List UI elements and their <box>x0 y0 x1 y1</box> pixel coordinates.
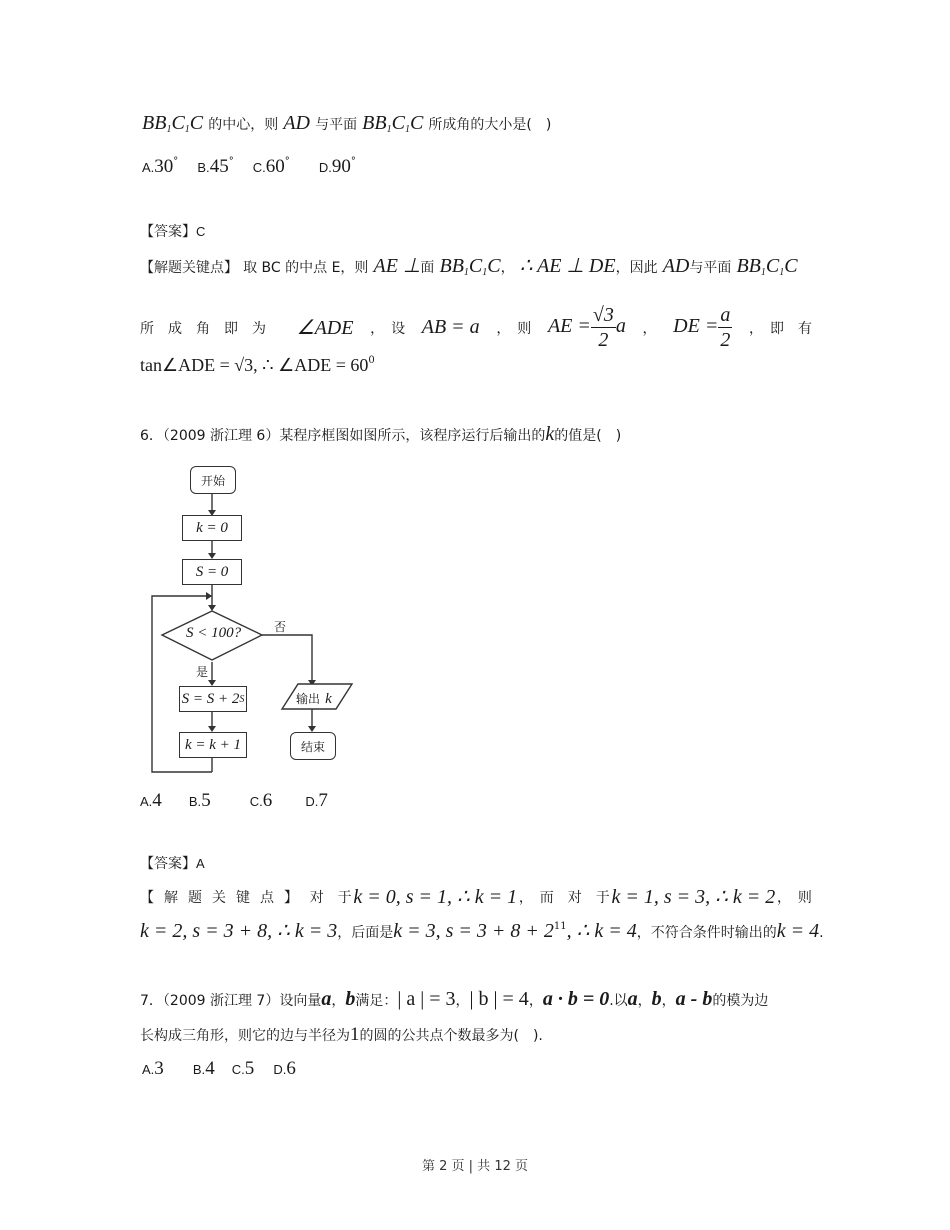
math: AD <box>662 255 690 277</box>
init-s-box: S = 0 <box>182 559 242 585</box>
start-node: 开始 <box>190 466 236 494</box>
math: ∴ AE ⊥ DE <box>519 255 616 277</box>
q5-key-line3 <box>140 305 812 350</box>
math: a · b = 0 <box>542 988 610 1010</box>
q5-answer <box>140 221 205 241</box>
text: 的圆的公共点个数最多为( ). <box>359 1028 543 1044</box>
option-d: D.90° <box>318 156 356 177</box>
q6-title <box>140 423 621 446</box>
key-label: 【解题关键点】 <box>140 260 238 276</box>
q5-line1 <box>142 112 551 135</box>
key-label: 【解题关键点】 <box>140 889 308 906</box>
math: k = 1, s = 3, ∴ k = 2 <box>611 886 776 908</box>
q5-options <box>142 156 356 178</box>
text: ， 则 <box>776 889 812 906</box>
text: ，不符合条件时输出的 <box>636 925 777 941</box>
text: 对 于 <box>309 889 352 906</box>
option-c: C.60° <box>252 156 290 177</box>
plane-bb1c1c: $BB_1C_1C$ <box>142 112 204 135</box>
q6-key-line1 <box>140 884 812 909</box>
end-node: 结束 <box>290 732 336 760</box>
vector-b: b <box>651 988 662 1010</box>
answer-value: A <box>196 856 205 871</box>
text: 的中心，则 <box>208 117 279 133</box>
text: ， 即 有 <box>748 320 812 337</box>
text: 满足： <box>355 993 398 1009</box>
q6-options <box>140 790 328 812</box>
text: ， <box>642 320 657 337</box>
init-k-box: k = 0 <box>182 515 242 541</box>
vector-b: b <box>345 988 356 1010</box>
q6-answer <box>140 853 205 873</box>
no-label: 否 <box>274 620 287 634</box>
option-c: C.5 <box>231 1058 255 1079</box>
q6-key-line2 <box>140 918 824 943</box>
text: 取 BC 的中点 E，则 <box>243 260 369 276</box>
math: , ∴ k = 4 <box>566 920 637 942</box>
math: k = 2, s = 3 + 8, ∴ k = 3 <box>140 920 338 942</box>
question-text: 6．（2009 浙江理 6）某程序框图如图所示，该程序运行后输出的 <box>140 428 546 444</box>
plane-bb1c1c: $BB_1C_1C$ <box>439 255 501 278</box>
math: | a | = 3 <box>397 988 456 1010</box>
option-b: B.5 <box>188 790 211 811</box>
option-b: B.45° <box>197 156 234 177</box>
math: k = 3, s = 3 + 8 + 2 <box>393 920 554 942</box>
flowchart-connectors <box>140 460 370 780</box>
q7-line2 <box>140 1024 543 1046</box>
text: 所成角的大小是( ) <box>428 117 552 133</box>
option-b: B.4 <box>192 1058 215 1079</box>
text: ， 则 <box>496 320 532 337</box>
option-a: A.3 <box>142 1058 164 1079</box>
math-sup: 11 <box>553 921 567 932</box>
page-footer <box>0 1155 950 1174</box>
text: 所成角即为 <box>140 320 280 337</box>
text: ， <box>500 260 515 276</box>
text: 与平面 <box>689 260 732 276</box>
update-k-box: k = k + 1 <box>179 732 247 758</box>
math: | b | = 4 <box>469 988 529 1010</box>
answer-label: 【答案】 <box>140 224 196 240</box>
math: ∠ADE <box>296 317 354 339</box>
vector-a-minus-b: a - b <box>675 988 713 1010</box>
option-a: A.4 <box>140 790 162 811</box>
math: AB = a <box>421 316 480 338</box>
q7-line1 <box>140 988 768 1011</box>
ae-formula: AE = $\frac{√3}{2}$ a <box>547 304 626 351</box>
text: ， 设 <box>370 320 406 337</box>
question-text: 的值是( ) <box>554 428 622 444</box>
text: ，后面是 <box>337 925 394 941</box>
math: tan∠ADE = √3, ∴ ∠ADE = 60 <box>140 355 369 375</box>
text: ， <box>455 993 470 1009</box>
q5-key-line4 <box>140 355 375 376</box>
text: 的模为边 <box>712 993 769 1009</box>
math-ad: AD <box>283 112 310 134</box>
option-a: A.30° <box>142 156 179 177</box>
vector-a: a <box>321 988 332 1010</box>
math: 1 <box>350 1024 360 1045</box>
text: 与平面 <box>315 117 358 133</box>
page-number: 第 2 页 | 共 12 页 <box>422 1159 528 1174</box>
math-sup: 0 <box>368 355 375 366</box>
math: k = 4 <box>776 920 820 942</box>
math-k: k <box>545 423 555 445</box>
q5-key-line1 <box>140 253 798 278</box>
text: ，因此 <box>615 260 658 276</box>
option-c: C.6 <box>249 790 273 811</box>
question-text: 7．（2009 浙江理 7）设向量 <box>140 993 322 1009</box>
text: ， <box>661 993 676 1009</box>
flowchart <box>140 460 370 780</box>
de-formula: DE = $\frac{a}{2}$ <box>673 304 731 351</box>
vector-a: a <box>627 988 638 1010</box>
q7-options <box>142 1058 296 1080</box>
option-d: D.7 <box>305 790 328 811</box>
text: ， 而 对 于 <box>518 889 610 906</box>
option-d: D.6 <box>273 1058 296 1079</box>
math: k = 0, s = 1, ∴ k = 1 <box>353 886 518 908</box>
condition-text: S < 100? <box>186 625 242 641</box>
text: 长构成三角形，则它的边与半径为 <box>140 1028 350 1044</box>
answer-label: 【答案】 <box>140 856 196 872</box>
text: ， <box>331 993 346 1009</box>
output-text: 输出 k <box>296 691 332 707</box>
plane-bb1c1c: $BB_1C_1C$ <box>736 255 798 278</box>
plane-bb1c1c: $BB_1C_1C$ <box>362 112 424 135</box>
update-s-box: S = S + 2 S <box>179 686 247 712</box>
text: .以 <box>609 993 628 1009</box>
text: ， <box>637 993 652 1009</box>
text: 面 <box>420 260 435 276</box>
text: ， <box>528 993 543 1009</box>
text: . <box>819 925 824 941</box>
yes-label: 是 <box>196 665 209 679</box>
answer-value: C <box>196 224 206 239</box>
math: AE ⊥ <box>373 255 421 277</box>
